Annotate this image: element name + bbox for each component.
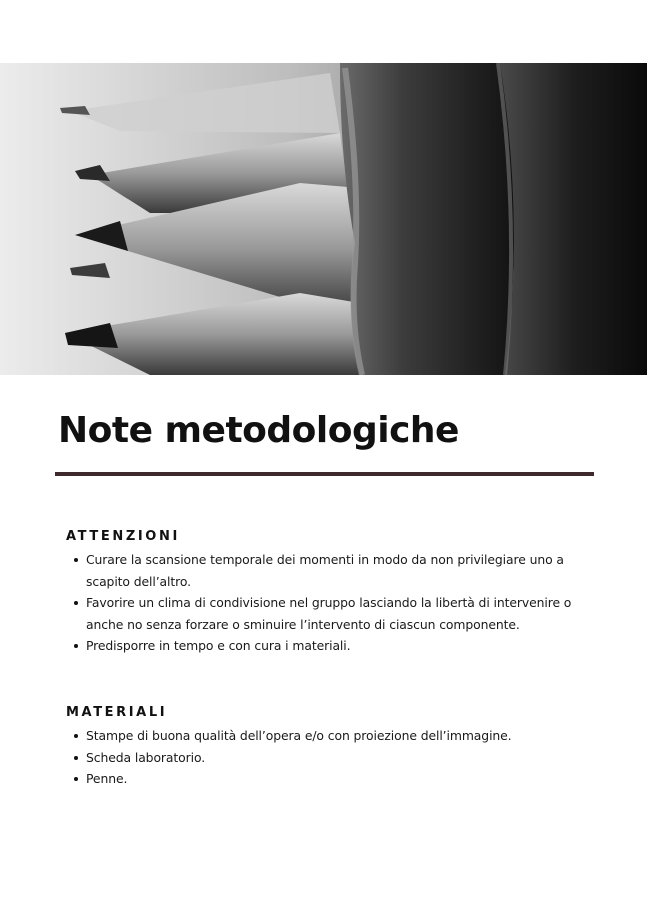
page-title: Note metodologiche	[58, 410, 459, 451]
list-item: Scheda laboratorio.	[86, 747, 606, 769]
list-item: Predisporre in tempo e con cura i materiali.	[86, 635, 606, 657]
bullet-list	[66, 549, 606, 657]
list-item: Curare la scansione temporale dei momenti in modo da non privilegiare uno a scapito dell’altro.	[86, 549, 606, 592]
title-divider	[55, 472, 594, 476]
bullet-list	[66, 725, 606, 790]
list-item: Penne.	[86, 768, 606, 790]
list-item: Stampe di buona qualità dell’opera e/o con proiezione dell’immagine.	[86, 725, 606, 747]
hero-image-pencils	[0, 63, 647, 375]
section-materiali	[66, 705, 606, 790]
section-attenzioni	[66, 529, 606, 657]
section-heading: ATTENZIONI	[66, 529, 180, 544]
list-item: Favorire un clima di condivisione nel gruppo lasciando la libertà di intervenire o anche no senza forzare o sminuire l’intervento di ciascun componente.	[86, 592, 606, 635]
section-heading: MATERIALI	[66, 705, 168, 720]
